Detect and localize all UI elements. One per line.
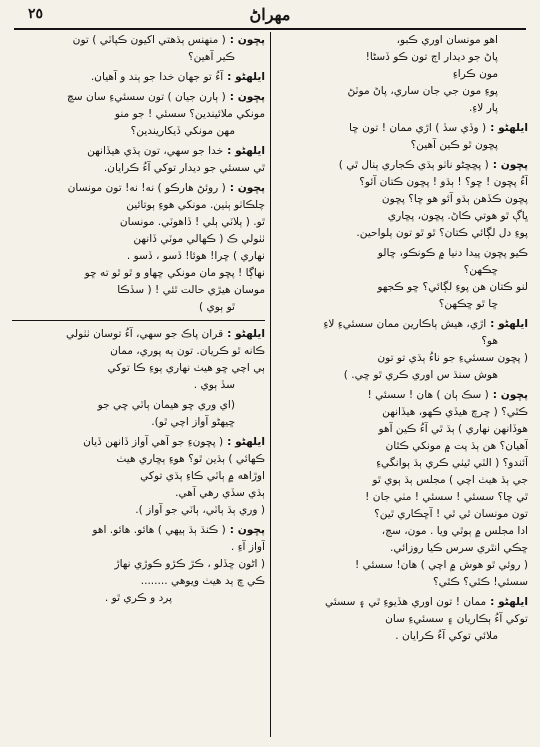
speaker-name: پڇون :	[492, 389, 528, 401]
dialogue-block	[12, 522, 265, 607]
text-line	[275, 279, 528, 296]
line-text: اوڙاهه ۾ ٻاٽي ڪاءِ ٻڌي توکي	[140, 470, 265, 482]
text-line	[12, 89, 265, 106]
dialogue-block	[12, 143, 265, 177]
text-line	[275, 32, 528, 49]
text-line	[275, 83, 528, 100]
line-text: ٺٺولي ڪ ( ڪهالي موٽي ڏانهن	[133, 233, 265, 245]
line-text: (اي وري ڇو هيمان ٻاٽي ڇي جو	[97, 399, 235, 411]
line-text: پرد و ڪري ٿو .	[104, 592, 173, 604]
text-line	[12, 485, 265, 502]
line-text: ڀاڳ ٿو هوتي ڪاڻ. پڇون، پڇاري	[387, 210, 528, 222]
line-text: ممان ! تون اوري هڏيوءِ ٿي ۽ سسئي	[324, 596, 487, 608]
speaker-name: ايلهڻو :	[227, 328, 265, 340]
line-text: چلڪاٺو ٻٺين. مونکي هوءِ ٻوتائين	[126, 199, 265, 211]
line-text: ٿو. ( ٻلاٽي ٻلي ! ڏاهوٽي. مونسان	[119, 216, 265, 228]
dialogue-block	[12, 69, 265, 86]
line-text: توکي آءُ ٻڪاريان ۽ سسئيءِ سان	[385, 613, 528, 625]
line-text: ( روئي ٿو هوش ۾ اچي ) هان! سسئي !	[355, 559, 528, 571]
line-text: آءُ پڇون ! ڇو؟ ! ٻڌو ! پڇون ڪتان آئو؟	[359, 176, 528, 188]
line-text: ( پڇڇڻو ناٺو ٻڌي ڪجاري ٻنال ٿي )	[338, 159, 489, 171]
speaker-name: ايلهڻو :	[490, 596, 528, 608]
text-line	[275, 316, 528, 333]
line-text: ( منهنس ٻڌهتي اکيون ڪپاٽي ) تون	[72, 34, 226, 46]
text-line	[275, 49, 528, 66]
column-divider	[270, 32, 271, 737]
text-line	[275, 455, 528, 472]
dialogue-block	[12, 89, 265, 140]
text-line	[12, 522, 265, 539]
dialogue-block	[275, 157, 528, 242]
text-line	[12, 49, 265, 66]
text-line	[12, 106, 265, 123]
text-line	[12, 434, 265, 451]
text-line	[275, 100, 528, 117]
line-text: آءُ تو جهان خدا جو ٻند و آهيان.	[90, 71, 224, 83]
text-line	[12, 539, 265, 556]
text-line	[275, 611, 528, 628]
text-line	[275, 191, 528, 208]
line-text: جي ٻڌ هيٺ اچي ) مجلس ٻڌ ٻوي ٿو	[372, 474, 528, 486]
line-text: ڪير آهين؟	[187, 51, 235, 63]
dialogue-block	[275, 594, 528, 645]
text-line	[12, 32, 265, 49]
text-line	[275, 157, 528, 174]
line-text: مون ڪراءِ	[452, 68, 498, 80]
line-text: ( روئڻ هارڪو ) نه! نه! تون مونسان	[67, 182, 226, 194]
speaker-name: ايلهڻو :	[490, 122, 528, 134]
line-text: ( اڻون ڇڏلو ، ڪڙ ڪڙو ڪوڙي نهاڙ	[114, 558, 265, 570]
text-line	[12, 397, 265, 414]
dialogue-block	[12, 326, 265, 394]
line-text: مهن مونکي ڏيکاريندين؟	[130, 125, 235, 137]
speaker-name: ايلهڻو :	[227, 145, 265, 157]
text-line	[275, 333, 528, 350]
dialogue-block	[275, 120, 528, 154]
text-line	[12, 590, 265, 607]
line-text: ( وري ٻڌ ٻاٽي، ٻاٽي جو آواز ).	[135, 504, 265, 516]
line-text: ڇا ٿو ڇڪهن؟	[438, 298, 498, 310]
line-text: تون مونسان ٿي ٿي ! آڇڪاري ٿين؟	[374, 508, 528, 520]
line-text: ڪٿي؟ ( ڇرچ هيڏي ڪهو، هيڏانهن	[382, 406, 528, 418]
text-line	[275, 489, 528, 506]
line-text: سسئي! ڪٿي؟ ڪٿي؟	[432, 576, 528, 588]
line-text: نهاڳا ! پڇو مان مونکي ڇهاو و ٿو ٿو ته ڇو	[84, 267, 265, 279]
line-text: پڇون ٿو ڪين آهين؟	[410, 139, 498, 151]
line-text: ڇڪي انٿري سرس ڪيا روزائي.	[390, 542, 528, 554]
text-line	[12, 248, 265, 265]
line-text: پوءِ مون جي جان ساري، پاڻ موٽڻ	[347, 85, 498, 97]
line-text: ڇيهڻو آواز اچي ٿو).	[151, 416, 235, 428]
text-line	[12, 343, 265, 360]
line-text: لنو ڪتان هن پوءِ لڳائي؟ ڇو ڪجهو	[377, 281, 528, 293]
speaker-name: پڇون :	[229, 524, 265, 536]
text-line	[275, 262, 528, 279]
line-text: سڏ ٻوي .	[193, 379, 235, 391]
line-text: اڙي، هيش ٻاڪارين ممان سسئيءِ لاءِ	[323, 318, 487, 330]
text-line	[275, 421, 528, 438]
text-line	[12, 377, 265, 394]
text-line	[12, 326, 265, 343]
line-text: هو؟	[481, 335, 498, 347]
line-text: ٿو ٻوي )	[198, 301, 235, 313]
text-line	[12, 231, 265, 248]
text-line	[12, 360, 265, 377]
text-line	[12, 69, 265, 86]
text-line	[12, 502, 265, 519]
line-text: اهو مونسان اوري ڪبو،	[396, 34, 498, 46]
line-text: ٿي ڇا؟ سسئي ! سسئي ! مٺي جان !	[365, 491, 528, 503]
dialogue-block	[275, 387, 528, 591]
text-line	[12, 556, 265, 573]
line-text: ( ٻارن جيان ) تون سسئيءِ سان سچ	[66, 91, 226, 103]
line-text: ( پڇون سسئيءِ جو ناءُ ٻڌي تو تون	[377, 352, 528, 364]
page-header	[14, 4, 526, 30]
text-line	[12, 197, 265, 214]
line-text: ڇڪهن؟	[463, 264, 498, 276]
line-text: ڪيو پڇون پيدا دنيا ۾ ڪونڪو، ڇالو	[377, 247, 528, 259]
line-text: ٿي سسئي جو ديدار توکي آءُ ڪرايان.	[103, 162, 265, 174]
line-text: ڪانه ٿو ڪريان. تون ٻه پوري، ممان	[110, 345, 265, 357]
text-line	[275, 472, 528, 489]
line-text: پڇون ڪڏهن ٻڌو آئو هو ڇا؟ پڇون	[381, 193, 528, 205]
line-text: قران پاڪ جو سهي، آءُ توسان ٺٺولي	[66, 328, 224, 340]
text-line	[275, 208, 528, 225]
text-line	[12, 265, 265, 282]
text-line	[275, 296, 528, 313]
text-line	[275, 350, 528, 367]
text-line	[275, 404, 528, 421]
text-line	[12, 414, 265, 431]
dialogue-block	[12, 180, 265, 316]
text-line	[12, 123, 265, 140]
speaker-name: پڇون :	[492, 159, 528, 171]
text-line	[275, 225, 528, 242]
text-line	[12, 282, 265, 299]
line-text: آهيان؟ هن ٻڌ پت ۾ مونکي ڪٿان	[385, 440, 528, 452]
text-line	[12, 160, 265, 177]
text-line	[275, 438, 528, 455]
line-text: ملائي توکي آءُ ڪرايان .	[395, 630, 498, 642]
text-line	[275, 120, 528, 137]
speaker-name: پڇون :	[229, 182, 265, 194]
speaker-name: پڇون :	[229, 91, 265, 103]
line-text: هوش سنڌ س اوري ڪري ٿو ڇي. )	[343, 369, 498, 381]
speaker-name: ايلهڻو :	[227, 71, 265, 83]
text-line	[275, 245, 528, 262]
text-line	[275, 557, 528, 574]
speaker-name: ايلهڻو :	[490, 318, 528, 330]
text-line	[12, 573, 265, 590]
line-text: ڪي ڇ ٻد هيٺ ويوهي ........	[140, 575, 265, 587]
text-column-right	[275, 32, 528, 741]
text-line	[275, 574, 528, 591]
line-text: ( ڪنڌ ٻڌ ٻيهي ) هائو. هائو. اهو	[92, 524, 226, 536]
line-text: موسان هيڙي حالت ٿئي ! ( سڏڪا	[117, 284, 265, 296]
text-line	[275, 523, 528, 540]
line-text: آواز آءِ .	[230, 541, 265, 553]
line-text: خدا جو سهي، تون ٻڌي هيڏانهن	[87, 145, 224, 157]
dialogue-block	[12, 32, 265, 66]
line-text: هوڏانهن نهاري ) ٻڌ ٿي آءُ ڪين آهو	[378, 423, 528, 435]
line-text: ڪهائي ) ٻڌين ٿو؟ هوءِ ٻڇاري هيٺ	[116, 453, 265, 465]
line-text: پار لاءِ.	[468, 102, 498, 114]
line-text: ( سڪ ٻان ) هان ! سسئي !	[367, 389, 489, 401]
running-title: مهراڻ	[249, 5, 291, 24]
speaker-name: ايلهڻو :	[227, 436, 265, 448]
line-text: آئندو؟ ( الٽي ٿيٺي ڪري ٻڌ ٻوانگيءِ	[376, 457, 528, 469]
section-rule	[12, 320, 265, 321]
dialogue-block	[275, 316, 528, 384]
dialogue-block	[12, 434, 265, 519]
line-text: ( پڇونءِ جو آهي آواز ڏانهن ڏيان	[83, 436, 224, 448]
line-text: ( وڏي سڏ ) اڙي ممان ! تون ڇا	[349, 122, 487, 134]
text-line	[12, 143, 265, 160]
text-line	[275, 387, 528, 404]
stage-direction-block	[275, 245, 528, 313]
text-line	[275, 594, 528, 611]
text-line	[12, 214, 265, 231]
text-line	[275, 540, 528, 557]
speaker-name: پڇون :	[229, 34, 265, 46]
line-text: ٻڌي سڏي رهي آهي.	[175, 487, 265, 499]
stage-direction-block	[275, 32, 528, 117]
line-text: مونکي ملائيندين؟ سسئي ! جو منو	[114, 108, 265, 120]
page-number: ٢٥	[28, 6, 44, 22]
text-line	[275, 628, 528, 645]
text-line	[12, 180, 265, 197]
line-text: پوءِ دل لڳائي ڪتان؟ ٿو ٿو تون ٻلواحين.	[356, 227, 528, 239]
line-text: ادا مجلس ۾ ٻوٿي ويا . مون، سڄ،	[381, 525, 528, 537]
text-line	[12, 468, 265, 485]
text-line	[275, 174, 528, 191]
stage-direction-block	[12, 397, 265, 431]
text-line	[12, 299, 265, 316]
text-line	[275, 506, 528, 523]
text-line	[275, 367, 528, 384]
line-text: ٻي اچي ڇو هيٺ نهاري ٻوءِ ڪا توکي	[107, 362, 265, 374]
text-line	[275, 137, 528, 154]
text-line	[275, 66, 528, 83]
line-text: نهاري ) ڇرا! هوئا! ڏسو ، ڏسو .	[126, 250, 265, 262]
text-line	[12, 451, 265, 468]
text-column-left	[12, 32, 265, 741]
line-text: پاڻ جو ديدار اڄ تون ڪو ڏسڻا!	[365, 51, 498, 63]
